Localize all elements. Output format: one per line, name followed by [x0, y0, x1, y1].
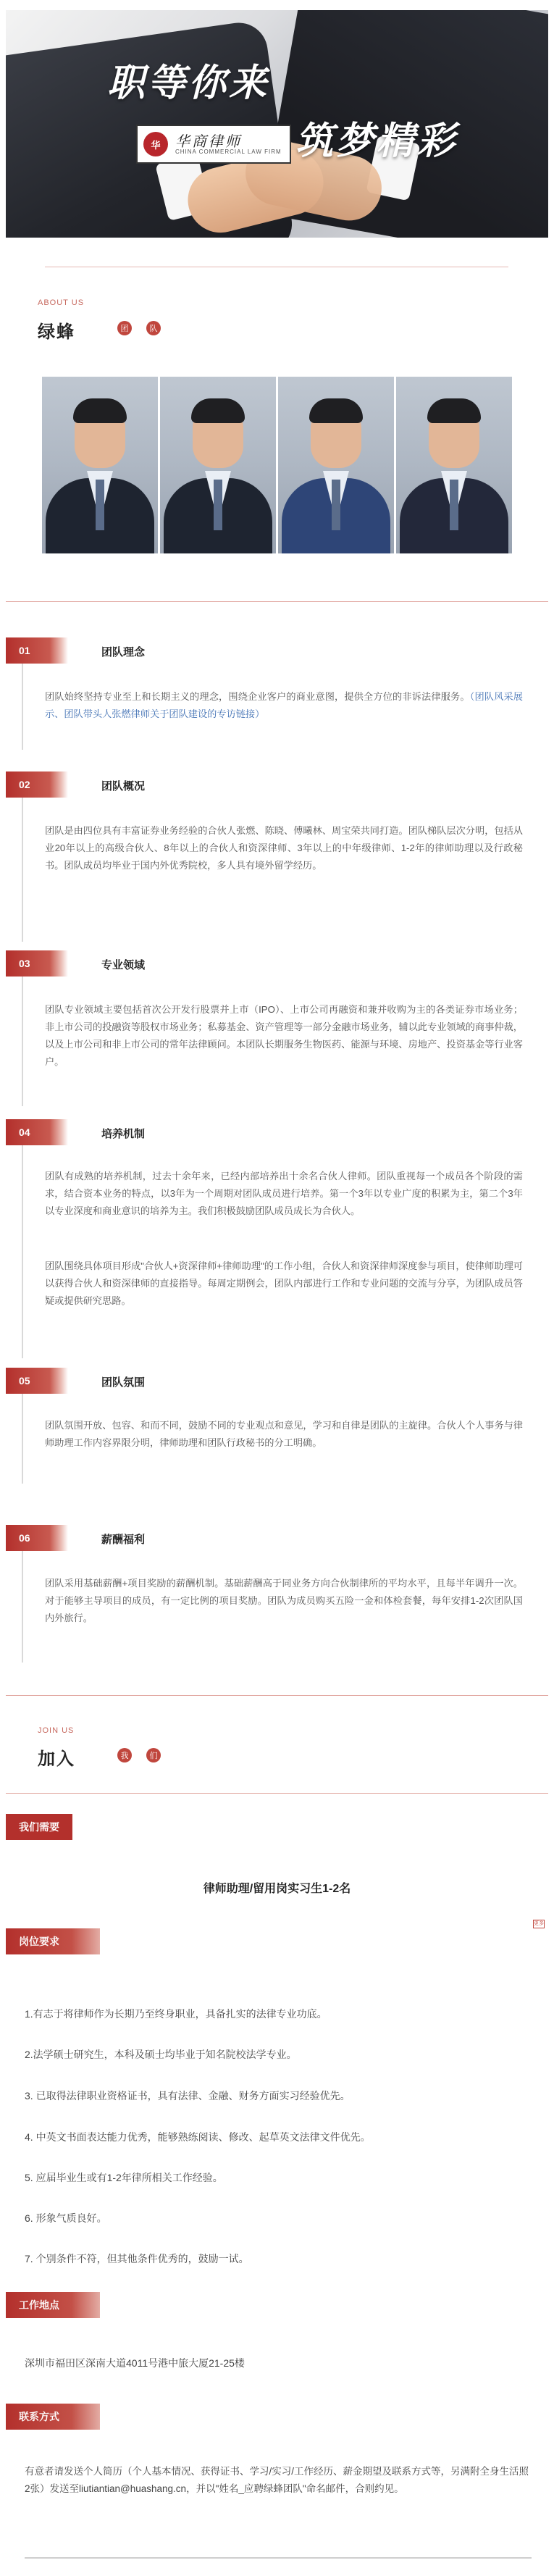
join-dot-1: 我 [117, 1748, 132, 1762]
section-title: 培养机制 [101, 1128, 146, 1140]
about-label-en: ABOUT US [38, 298, 85, 307]
section-number: 02 [6, 771, 61, 798]
divider [6, 1695, 548, 1696]
about-dot-2: 队 [146, 321, 161, 335]
requirement-item: 4. 中英文书面表达能力优秀，能够熟练阅读、修改、起草英文法律文件优先。 [25, 2131, 371, 2143]
section-title: 团队氛围 [101, 1376, 146, 1389]
team-photo [42, 377, 158, 553]
firm-logo [136, 125, 291, 164]
requirements-tag: 岗位要求 [6, 1928, 100, 1954]
section-number: 05 [6, 1368, 61, 1394]
team-photo [160, 377, 276, 553]
hero-banner [6, 10, 548, 238]
section-number: 04 [6, 1119, 61, 1145]
about-title: 绿蜂 [38, 322, 75, 342]
team-interview-link[interactable]: （团队风采展示、团队带头人张燃律师关于团队建设的专访链接） [45, 691, 523, 719]
banner-title-right: 筑梦精彩 [295, 119, 458, 163]
join-dot-2: 们 [146, 1748, 161, 1762]
requirement-item: 7. 个别条件不符，但其他条件优秀的，鼓励一试。 [25, 2253, 249, 2265]
section-text: 团队始终坚持专业至上和长期主义的理念，围绕企业客户的商业意图，提供全方位的非诉法律服务。（团队风采展示、团队带头人张燃律师关于团队建设的专访链接） [45, 691, 523, 719]
join-title: 加入 [38, 1749, 75, 1769]
section-number: 03 [6, 950, 61, 977]
more-icon[interactable]: 更多 [533, 1920, 545, 1928]
requirement-item: 1.有志于将律师作为长期乃至终身职业，具备扎实的法律专业功底。 [25, 2008, 327, 2020]
divider [6, 1793, 548, 1794]
requirement-item: 6. 形象气质良好。 [25, 2212, 107, 2224]
section-text: 团队围绕具体项目形成"合伙人+资深律师+律师助理"的工作小组，合伙人和资深律师深度参与项目，使律师助理可以获得合伙人和资深律师的直接指导。每周定期例会，团队内部进行工作和专业问题的交流与分享，为团队成员答疑或提供研究思路。 [45, 1260, 523, 1306]
join-label-en: JOIN US [38, 1726, 75, 1735]
section-title: 专业领域 [101, 959, 146, 971]
job-title: 律师助理/留用岗实习生1-2名 [203, 1883, 351, 1895]
section-line [22, 1119, 23, 1358]
bottom-divider [25, 2557, 532, 2559]
section-title: 薪酬福利 [101, 1534, 146, 1546]
banner-title-left: 职等你来 [107, 61, 270, 105]
section-number: 06 [6, 1525, 61, 1551]
logo-name-en: CHINA COMMERCIAL LAW FIRM [175, 148, 282, 155]
section-title: 团队概况 [101, 780, 146, 793]
section-title: 团队理念 [101, 646, 146, 658]
section-number: 01 [6, 637, 61, 664]
requirement-item: 3. 已取得法律职业资格证书，具有法律、金融、财务方面实习经验优先。 [25, 2090, 351, 2102]
requirement-item: 2.法学硕士研究生，本科及硕士均毕业于知名院校法学专业。 [25, 2049, 297, 2060]
team-photo [278, 377, 394, 553]
section-text: 团队采用基础薪酬+项目奖励的薪酬机制。基础薪酬高于同业务方向合伙制律所的平均水平，且每半年调升一次。对于能够主导项目的成员，有一定比例的项目奖励。团队为成员购买五险一金和体检套餐，每年安排1-2次团队国内外旅行。 [45, 1578, 523, 1623]
work-address: 深圳市福田区深南大道4011号港中旅大厦21-25楼 [25, 2357, 245, 2369]
divider [6, 601, 548, 602]
contact-tag: 联系方式 [6, 2404, 100, 2430]
team-photo [396, 377, 512, 553]
section-text: 团队有成熟的培养机制，过去十余年来，已经内部培养出十余名合伙人律师。团队重视每一个成员各个阶段的需求，结合资本业务的特点，以3年为一个周期对团队成员进行培养。第一个3年以专业广度的积累为主，第二个3年以专业深度和商业意识的培养为主。我们积极鼓励团队成员成长为合伙人。 [45, 1171, 523, 1216]
location-tag: 工作地点 [6, 2292, 100, 2318]
logo-name-cn: 华商律师 [175, 132, 242, 150]
requirement-item: 5. 应届毕业生或有1-2年律所相关工作经验。 [25, 2172, 223, 2183]
section-text: 团队专业领域主要包括首次公开发行股票并上市（IPO）、上市公司再融资和兼并收购为主的各类证券市场业务；非上市公司的投融资等股权市场业务；私募基金、资产管理等一部分金融市场业务，辅以此专业领域的商事仲裁，以及上市公司和非上市公司的常年法律顾问。本团队长期服务生物医药、能源与环境、房地产、投资基金等行业客户。 [45, 1004, 523, 1067]
contact-text: 有意者请发送个人简历（个人基本情况、获得证书、学习/实习/工作经历、薪金期望及联系方式等，另满附全身生活照2张）发送至liutiantian@huashang.cn，并以"姓名_应聘绿蜂团队"命名邮件，合则约见。 [25, 2466, 529, 2494]
section-text: 团队是由四位具有丰富证券业务经验的合伙人张燃、陈晓、傅曦林、周宝荣共同打造。团队梯队层次分明，包括从业20年以上的高级合伙人、8年以上的合伙人和资深律师、3年以上的中年级律师、1-2年的律师助理以及行政秘书。团队成员均毕业于国内外优秀院校，多人具有境外留学经历。 [45, 825, 523, 871]
section-text: 团队氛围开放、包容、和而不同，鼓励不同的专业观点和意见，学习和自律是团队的主旋律。合伙人个人事务与律师助理工作内容界限分明，律师助理和团队行政秘书的分工明确。 [45, 1420, 523, 1448]
about-dot-1: 团 [117, 321, 132, 335]
we-need-tag: 我们需要 [6, 1814, 72, 1840]
logo-mark-icon: 华 [143, 132, 168, 156]
